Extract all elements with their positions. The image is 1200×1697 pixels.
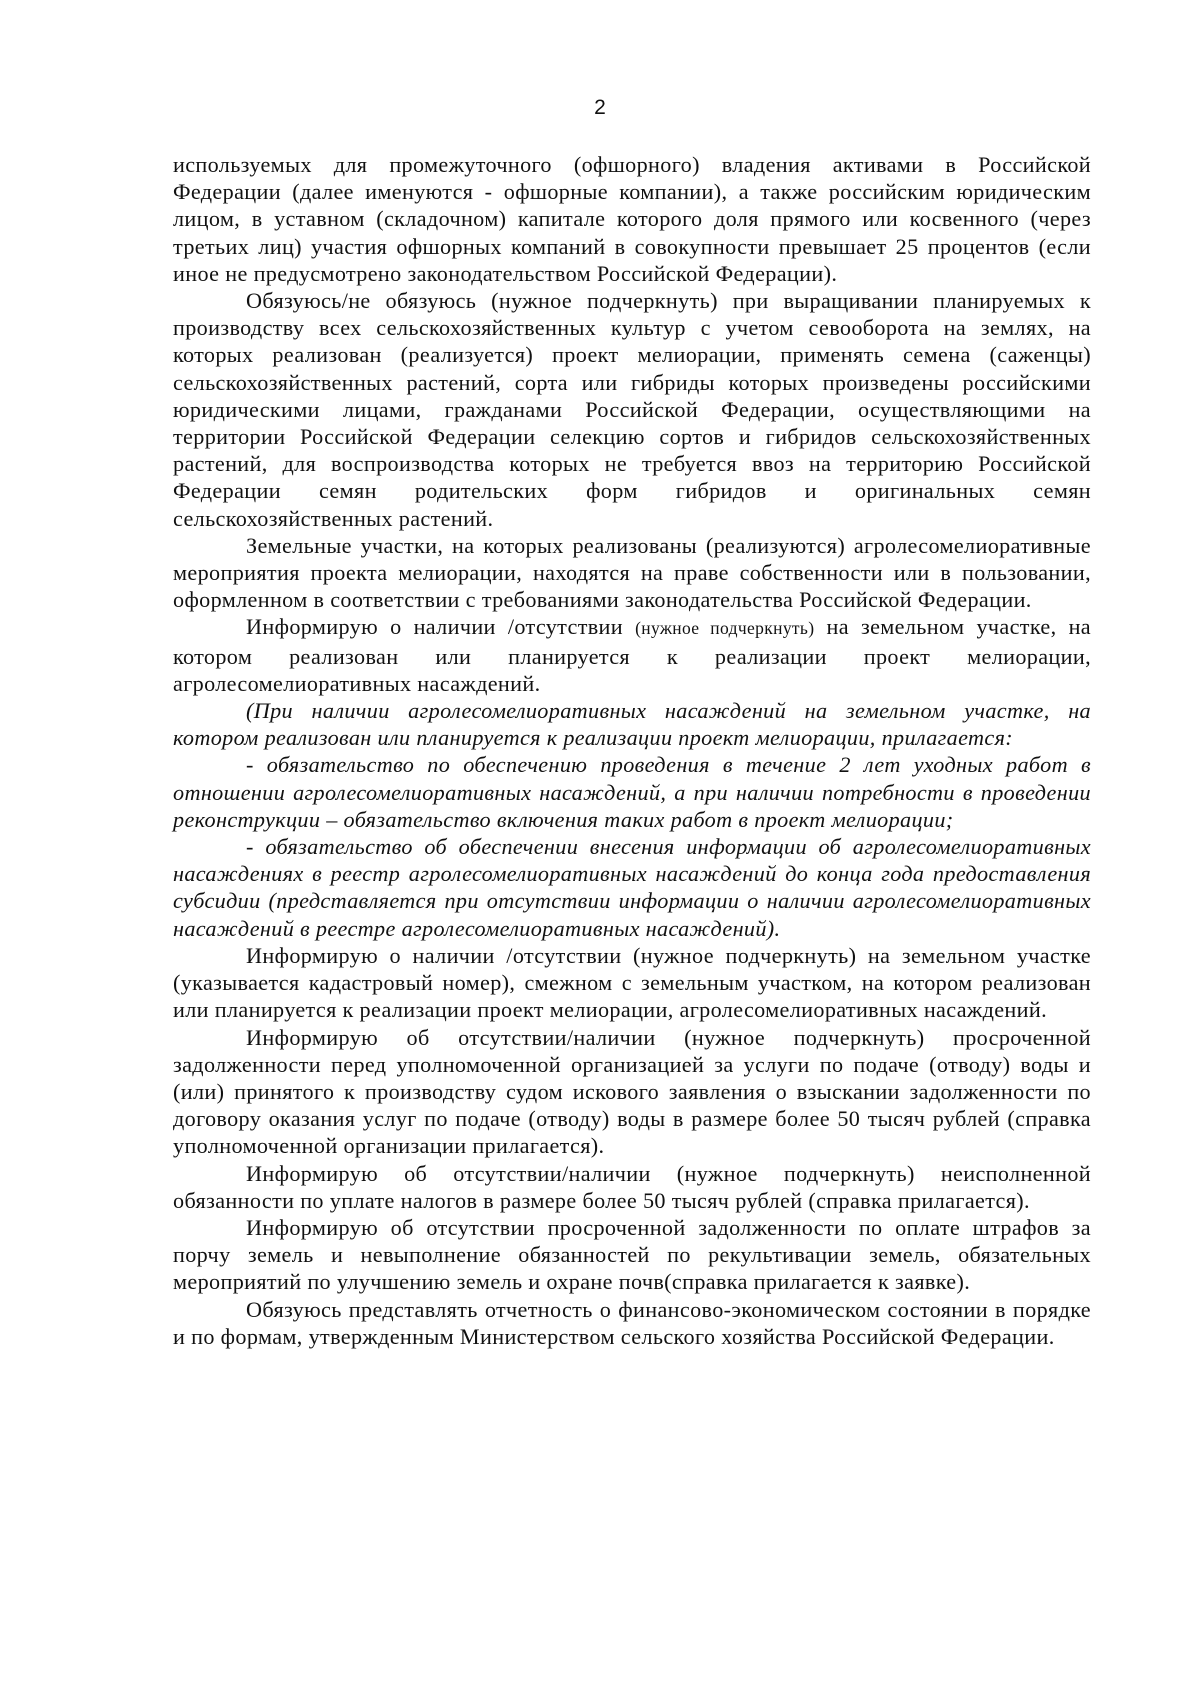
paragraph-tax-obligation: Информирую об отсутствии/наличии (нужное подчеркнуть) неисполненной обязанности по уплате налогов в размере более 50 тысяч рублей (справка прилагается). (173, 1160, 1091, 1213)
paragraph-registry-obligation: - обязательство об обеспечении внесения информации об агролесомелиоративных насаждениях в реестр агролесомелиоративных насаждений до конца года предоставления субсидии (представляется при отсутствии информации о наличии агролесомелиоративных насаждений в реестре агролесомелиоративных насаждений). (173, 834, 1091, 941)
paragraph-attachment-intro: (При наличии агролесомелиоративных насаждений на земельном участке, на котором реализован или планируется к реализации проект мелиорации, прилагается: (173, 698, 1091, 751)
paragraph-reporting-obligation: Обязуюсь представлять отчетность о финансово-экономическом состоянии в порядке и по формам, утвержденным Министерством сельского хозяйства Российской Федерации. (173, 1296, 1091, 1349)
underline-note: (нужное подчеркнуть) (635, 618, 815, 639)
paragraph-offshore-companies: используемых для промежуточного (офшорного) владения активами в Российской Федерации (далее именуются - офшорные компании), а также российским юридическим лицом, в уставном (складочном) капитале которого доля прямого или косвенного (через третьих лиц) участия офшорных компаний в совокупности превышает 25 процентов (если иное не предусмотрено законодательством Российской Федерации). (173, 152, 1091, 286)
paragraph-land-plots: Земельные участки, на которых реализованы (реализуются) агролесомелиоративные мероприятия проекта мелиорации, находятся на праве собственности или в пользовании, оформленном в соответствии с требованиями законодательства Российской Федерации. (173, 532, 1091, 613)
plantings-info-text-after: на земельном участке, на котором реализован или планируется к реализации проект мелиорации, агролесомелиоративных насаждений. (173, 614, 1091, 696)
page-number: 2 (594, 96, 606, 119)
paragraph-fines: Информирую об отсутствии просроченной задолженности по оплате штрафов за порчу земель и невыполнение обязанностей по рекультивации земель, обязательных мероприятий по улучшению земель и охране почв(справка прилагается к заявке). (173, 1214, 1091, 1295)
paragraph-maintenance-obligation: - обязательство по обеспечению проведения в течение 2 лет уходных работ в отношении агролесомелиоративных насаждений, а при наличии потребности в проведении реконструкции – обязательство включения таких работ в проект мелиорации; (173, 752, 1091, 832)
document-body (173, 151, 1091, 1350)
paragraph-adjacent-plot: Информирую о наличии /отсутствии (нужное подчеркнуть) на земельном участке (указывается кадастровый номер), смежном с земельным участком, на котором реализован или планируется к реализации проект мелиорации, агролесомелиоративных насаждений. (173, 942, 1091, 1023)
paragraph-plantings-info (173, 613, 1091, 697)
paragraph-seed-obligation: Обязуюсь/не обязуюсь (нужное подчеркнуть) при выращивании планируемых к производству всех сельскохозяйственных культур с учетом севооборота на землях, на которых реализован (реализуется) проект мелиорации, применять семена (саженцы) сельскохозяйственных растений, сорта или гибриды которых произведены российскими юридическими лицами, гражданами Российской Федерации, осуществляющими на территории Российской Федерации селекцию сортов и гибридов сельскохозяйственных растений, для воспроизводства которых не требуется ввоз на территорию Российской Федерации семян родительских форм гибридов и оригинальных семян сельскохозяйственных растений. (173, 288, 1091, 531)
paragraph-water-debt: Информирую об отсутствии/наличии (нужное подчеркнуть) просроченной задолженности перед уполномоченной организацией за услуги по подаче (отводу) воды и (или) принятого к производству судом искового заявления о взыскании задолженности по договору оказания услуг по подаче (отводу) воды в размере более 50 тысяч рублей (справка уполномоченной организации прилагается). (173, 1024, 1091, 1159)
plantings-info-text-before: Информирую о наличии /отсутствии (246, 614, 636, 640)
